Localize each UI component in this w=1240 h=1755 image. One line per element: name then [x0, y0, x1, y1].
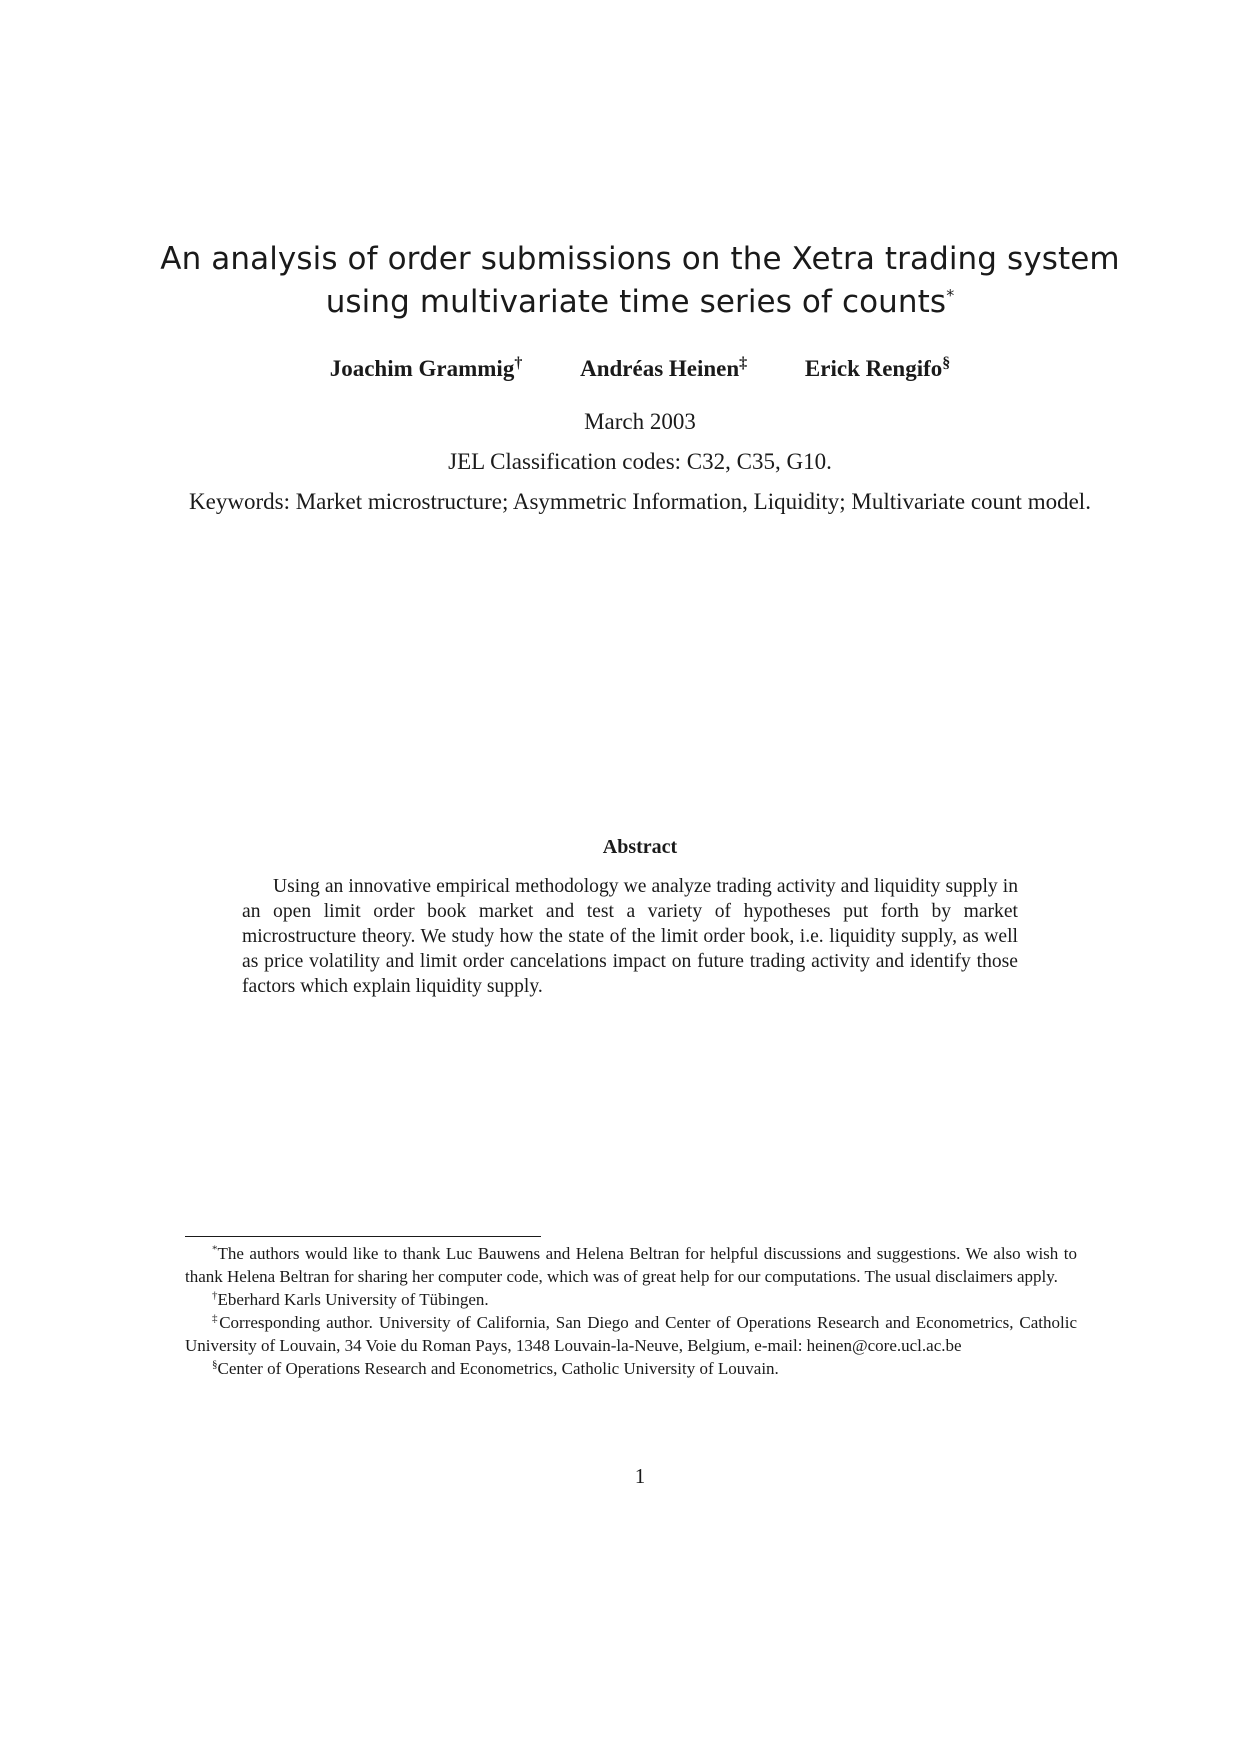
abstract-heading: Abstract: [602, 836, 678, 858]
footnote-mark: *: [212, 1243, 218, 1256]
footnote-text: Center of Operations Research and Econometrics, Catholic University of Louvain.: [217, 1359, 779, 1378]
footnote-heinen: [185, 1311, 1077, 1357]
footnotes: [185, 1242, 1077, 1380]
footnote-text: The authors would like to thank Luc Bauwens and Helena Beltran for helpful discussions and suggestions. We also wish to thank Helena Beltran for sharing her computer code, which was of great help for our computations. The usual disclaimers apply.: [185, 1244, 1077, 1286]
footnote-rengifo: [185, 1357, 1077, 1380]
jel-codes: JEL Classification codes: C32, C35, G10.: [448, 449, 832, 474]
author-list: [160, 354, 1120, 384]
footnote-text: Eberhard Karls University of Tübingen.: [217, 1290, 489, 1309]
title-footnote-mark: *: [946, 285, 955, 305]
paper-date: March 2003: [584, 409, 696, 434]
footnote-grammig: [185, 1288, 1077, 1311]
footnote-mark: †: [212, 1289, 218, 1302]
author-footnote-mark: †: [514, 354, 523, 372]
footnote-divider: [185, 1236, 541, 1237]
author-heinen: [580, 354, 747, 384]
author-footnote-mark: ‡: [739, 354, 748, 372]
footnote-text: Corresponding author. University of California, San Diego and Center of Operations Research and Econometrics, Catholic University of Louvain, 34 Voie du Roman Pays, 1348 Louvain-la-Neuve, Belgium, e-mail: heinen@core.ucl.ac.be: [185, 1313, 1077, 1355]
footnote-mark: ‡: [212, 1312, 220, 1325]
author-name: Erick Rengifo: [804, 356, 943, 381]
paper-title: [160, 238, 1120, 324]
author-footnote-mark: §: [942, 354, 951, 372]
abstract-text: Using an innovative empirical methodology we analyze trading activity and liquidity supply in an open limit order book market and test a variety of hypotheses put forth by market microstructure theory. We study how the state of the limit order book, i.e. liquidity supply, as well as price volatility and limit order cancelations impact on future trading activity and identify those factors which explain liquidity supply.: [242, 876, 1018, 997]
title-line-1: An analysis of order submissions on the Xetra trading system: [160, 241, 1120, 277]
author-grammig: [330, 354, 523, 384]
footnote-acknowledgements: [185, 1242, 1077, 1288]
title-line-2: using multivariate time series of counts: [325, 284, 947, 320]
footnote-mark: §: [212, 1358, 218, 1371]
page-number: 1: [634, 1464, 646, 1488]
author-name: Andréas Heinen: [580, 356, 740, 381]
keywords: Keywords: Market microstructure; Asymmetric Information, Liquidity; Multivariate count model.: [189, 489, 1091, 514]
author-rengifo: [805, 354, 950, 384]
author-name: Joachim Grammig: [329, 356, 515, 381]
